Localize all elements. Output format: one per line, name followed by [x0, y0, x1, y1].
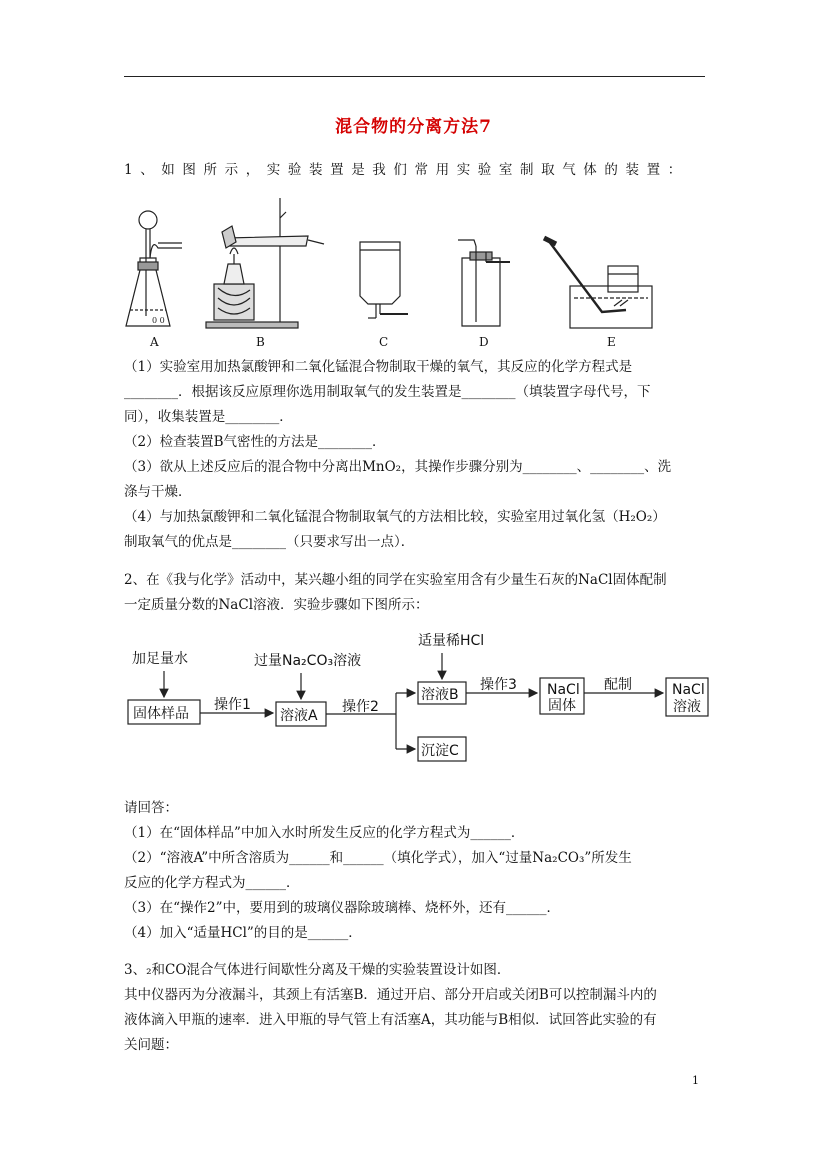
q1-line: （1）实验室用加热氯酸钾和二氧化锰混合物制取干燥的氧气，其反应的化学方程式是	[124, 359, 633, 375]
text-nacl-sol-2: 溶液	[673, 699, 701, 715]
q1-line: ________．根据该反应原理你选用制取氧气的发生装置是________（填装置字母代号，下	[124, 384, 651, 400]
header-rule	[124, 76, 705, 77]
apparatus-a-icon	[126, 211, 182, 326]
label-b: B	[256, 335, 265, 349]
label-a: A	[150, 335, 159, 349]
label-prepare: 配制	[604, 677, 632, 693]
page-number: 1	[692, 1074, 699, 1087]
q3-line: 液体滴入甲瓶的速率．进入甲瓶的导气管上有活塞A，其功能与B相似．试回答此实验的有	[124, 1012, 657, 1028]
svg-text:0 0: 0 0	[152, 316, 165, 325]
label-d: D	[479, 335, 489, 349]
text-precipitate-c: 沉淀C	[421, 743, 459, 759]
apparatus-b-icon	[206, 198, 324, 328]
q2-line: 2、在《我与化学》活动中，某兴趣小组的同学在实验室用含有少量生石灰的NaCl固体配制	[124, 572, 667, 588]
apparatus-c-icon	[360, 242, 408, 318]
q1-line: （2）检查装置B气密性的方法是________．	[124, 434, 386, 450]
q2-answer: （3）在“操作2”中，要用到的玻璃仪器除玻璃棒、烧杯外，还有______．	[124, 900, 560, 916]
q2-answer: （4）加入“适量HCl”的目的是______．	[124, 925, 362, 941]
label-add-na2co3: 过量Na₂CO₃溶液	[254, 653, 362, 669]
label-add-hcl: 适量稀HCl	[418, 633, 485, 649]
process-flowchart	[120, 625, 720, 775]
text-solution-b: 溶液B	[421, 687, 459, 703]
q2-answer: （1）在“固体样品”中加入水时所发生反应的化学方程式为______．	[124, 825, 525, 841]
q3-line: 其中仪器丙为分液漏斗，其颈上有活塞B．通过开启、部分开启或关闭B可以控制漏斗内的	[124, 987, 657, 1003]
text-solid-sample: 固体样品	[133, 706, 189, 722]
q2-answer: （2）“溶液A”中所含溶质为______和______（填化学式），加入“过量Na₂CO₃”所发生	[124, 850, 632, 866]
document-title: 混合物的分离方法7	[335, 117, 492, 137]
text-nacl-sol-1: NaCl	[672, 682, 705, 698]
q2-answer: 反应的化学方程式为______．	[124, 875, 300, 891]
text-solution-a: 溶液A	[280, 708, 318, 724]
text-nacl-solid-1: NaCl	[547, 682, 580, 698]
label-add-water: 加足量水	[132, 651, 188, 667]
q3-line: 关问题：	[124, 1037, 178, 1053]
text-nacl-solid-2: 固体	[548, 698, 576, 714]
label-c: C	[379, 335, 389, 349]
q1-line: 制取氧气的优点是________（只要求写出一点）．	[124, 534, 415, 550]
q2-answer-intro: 请回答：	[124, 800, 178, 816]
q1-line: （4）与加热氯酸钾和二氧化锰混合物制取氧气的方法相比较，实验室用过氧化氢（H₂O₂）	[124, 509, 666, 525]
q3-line: 3、₂和CO混合气体进行间歇性分离及干燥的实验装置设计如图．	[124, 962, 511, 978]
q2-line: 一定质量分数的NaCl溶液．实验步骤如下图所示：	[124, 597, 429, 613]
label-op3: 操作3	[480, 677, 517, 693]
q1-line: 同），收集装置是________．	[124, 409, 293, 425]
q1-line: 涤与干燥．	[124, 484, 192, 500]
q1-intro: 1、如图所示，实验装置是我们常用实验室制取气体的装置：	[124, 162, 689, 178]
q1-line: （3）欲从上述反应后的混合物中分离出MnO₂，其操作步骤分别为________、________、洗	[124, 459, 672, 475]
label-e: E	[607, 335, 616, 349]
label-op1: 操作1	[214, 697, 251, 713]
apparatus-e-icon	[544, 238, 652, 328]
label-op2: 操作2	[342, 699, 379, 715]
apparatus-d-icon	[458, 240, 510, 326]
apparatus-figure	[118, 198, 678, 338]
